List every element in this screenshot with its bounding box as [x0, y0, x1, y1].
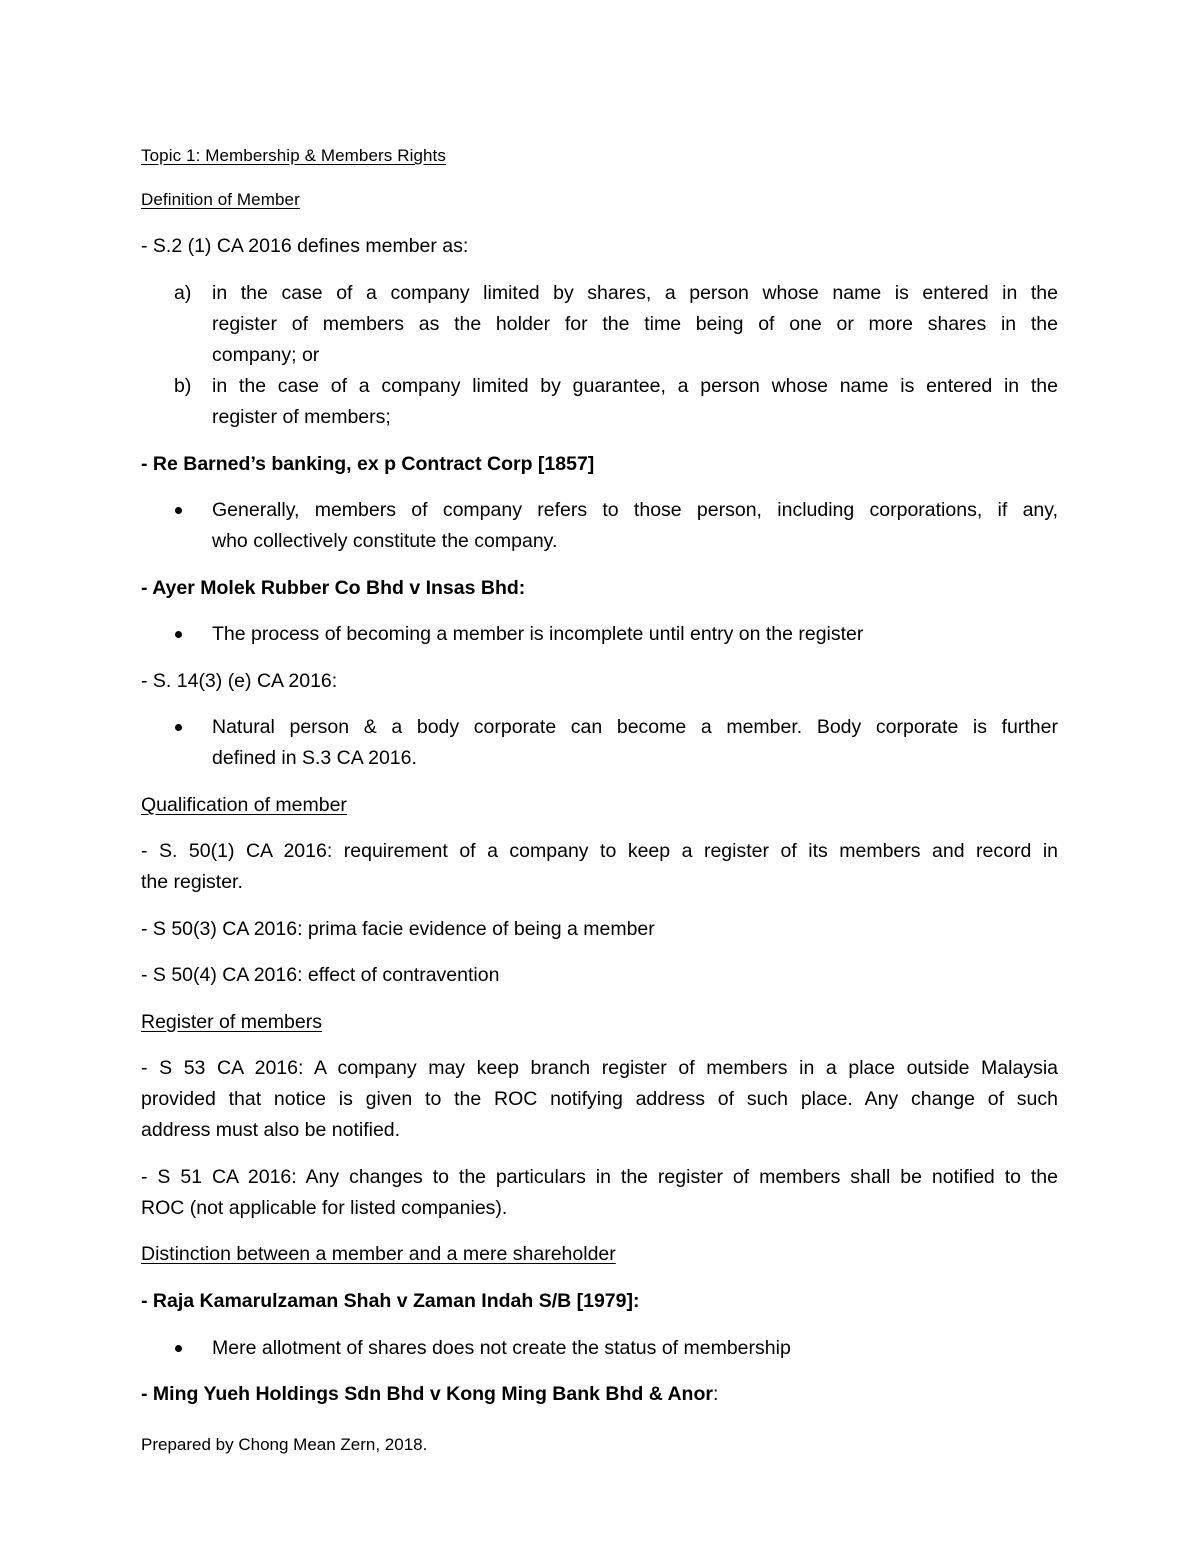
case-ayer-molek: - Ayer Molek Rubber Co Bhd v Insas Bhd: [141, 577, 526, 599]
s53-line: address must also be notified. [141, 1119, 401, 1141]
item-a-line: register of members as the holder for the time being of one or more shares in the [212, 313, 1058, 335]
section-title-distinction: Distinction between a member and a mere shareholder [141, 1243, 616, 1265]
bullet-icon [175, 507, 182, 514]
s50-1-line: - S. 50(1) CA 2016: requirement of a company to keep a register of its members and record in [141, 840, 1058, 862]
item-b-line: in the case of a company limited by guarantee, a person whose name is entered in the [212, 375, 1058, 397]
ming-case-colon: : [712, 1383, 719, 1405]
bullet-icon [175, 724, 182, 731]
s14-bullet-line: defined in S.3 CA 2016. [212, 747, 417, 769]
s14-bullet-line: Natural person & a body corporate can become a member. Body corporate is further [212, 716, 1058, 738]
s14-intro: - S. 14(3) (e) CA 2016: [141, 670, 338, 692]
bullet-icon [175, 631, 182, 638]
case-re-barned: - Re Barned’s banking, ex p Contract Corp [1857] [141, 453, 595, 475]
ayer-bullet: The process of becoming a member is incomplete until entry on the register [212, 623, 864, 645]
s53-line: provided that notice is given to the ROC notifying address of such place. Any change of such [141, 1088, 1058, 1110]
case-ming-yueh [141, 1385, 718, 1405]
s50-1-line: the register. [141, 871, 243, 893]
section-title-register: Register of members [141, 1011, 322, 1033]
s50-3: - S 50(3) CA 2016: prima facie evidence of being a member [141, 918, 655, 940]
barned-bullet-line: who collectively constitute the company. [212, 530, 558, 552]
s51-line: - S 51 CA 2016: Any changes to the particulars in the register of members shall be notified to the [141, 1166, 1058, 1188]
s53-line: - S 53 CA 2016: A company may keep branch register of members in a place outside Malaysia [141, 1057, 1058, 1079]
case-raja-kamarulzaman: - Raja Kamarulzaman Shah v Zaman Indah S/B [1979]: [141, 1290, 640, 1312]
section-title-qualification: Qualification of member [141, 794, 347, 816]
s50-4: - S 50(4) CA 2016: effect of contravention [141, 964, 500, 986]
s2-intro: - S.2 (1) CA 2016 defines member as: [141, 235, 469, 257]
page-footer: Prepared by Chong Mean Zern, 2018. [141, 1435, 428, 1454]
page-heading: Topic 1: Membership & Members Rights [141, 146, 446, 165]
item-a-line: company; or [212, 344, 320, 366]
s51-line: ROC (not applicable for listed companies). [141, 1197, 508, 1219]
list-marker-b: b) [174, 375, 192, 397]
bullet-icon [175, 1345, 182, 1352]
item-a-line: in the case of a company limited by shares, a person whose name is entered in the [212, 282, 1058, 304]
section-title-definition: Definition of Member [141, 190, 300, 209]
list-marker-a: a) [174, 282, 192, 304]
barned-bullet-line: Generally, members of company refers to those person, including corporations, if any, [212, 499, 1058, 521]
ming-case-name: - Ming Yueh Holdings Sdn Bhd v Kong Ming Bank Bhd & Anor [141, 1383, 713, 1405]
item-b-line: register of members; [212, 406, 391, 428]
raja-bullet: Mere allotment of shares does not create the status of membership [212, 1337, 791, 1359]
